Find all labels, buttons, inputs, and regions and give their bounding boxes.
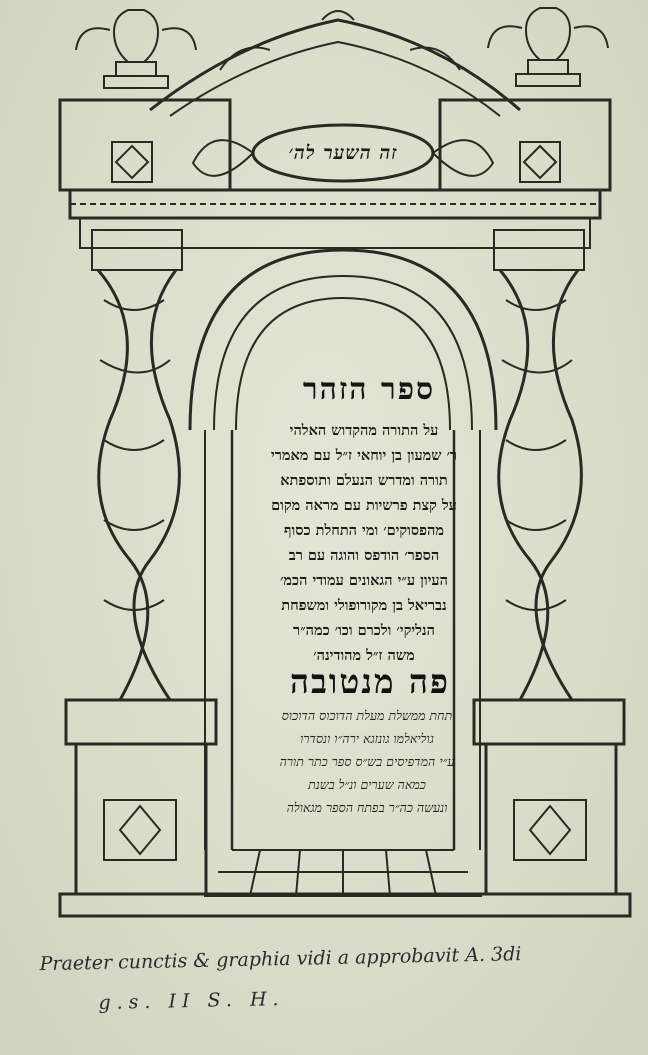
left-urn-icon	[104, 10, 168, 88]
description-line: על קצת פרשיות עם מראה מקום	[271, 497, 457, 514]
handwritten-line: Praeter cunctis & graphia vidi a approbavit A. 3di	[39, 943, 522, 976]
description-line: נבריאל בן מקורופולי ומשפחת	[281, 597, 447, 614]
colophon-line: ע״י המדפיסים בש״ס ספר כתר תורה	[279, 754, 455, 769]
description-line: הנליקי׳ ולכרם וכו׳ כמה״ר	[293, 622, 435, 639]
description-line: מהפסוקים׳ ומי התחלת כסוף	[284, 522, 444, 539]
colophon-line: כמאה שערים ונ״ל בשנת	[308, 777, 426, 792]
description-line: על התורה מהקדוש האלהי	[289, 422, 439, 439]
handwritten-line: g.s. II S. H.	[98, 988, 285, 1014]
description-line: העיון ע״י הגאונים עמודי הכמ׳	[280, 572, 448, 589]
description-block	[240, 418, 488, 668]
description-line: תורה ומדרש הנעלם ותוספתא	[280, 472, 448, 489]
colophon-block	[232, 704, 502, 819]
colophon-line: ונעשה כה״ר בפתח הספר מגאולה	[286, 800, 448, 815]
description-line: הספר׳ הודפס והוגה עם רב	[288, 547, 440, 564]
description-line: משה ז״ל מהודינה׳	[313, 647, 415, 664]
book-title: ספר הזהר	[302, 372, 436, 407]
colophon-line: גוליאלמו גונזגא ירה״ו ונסדרו	[300, 731, 434, 746]
colophon-line: תחת ממשלת מעלת הדוכוס הדוכוס	[281, 708, 453, 723]
cartouche-inscription: זה השער לה׳	[288, 141, 398, 164]
description-line: ר׳ שמעון בן יוחאי ז״ל עם מאמרי	[270, 447, 458, 464]
right-urn-icon	[516, 8, 580, 86]
place-of-printing: פה מנטובה	[290, 662, 450, 701]
handwritten-approbation	[39, 932, 631, 1024]
